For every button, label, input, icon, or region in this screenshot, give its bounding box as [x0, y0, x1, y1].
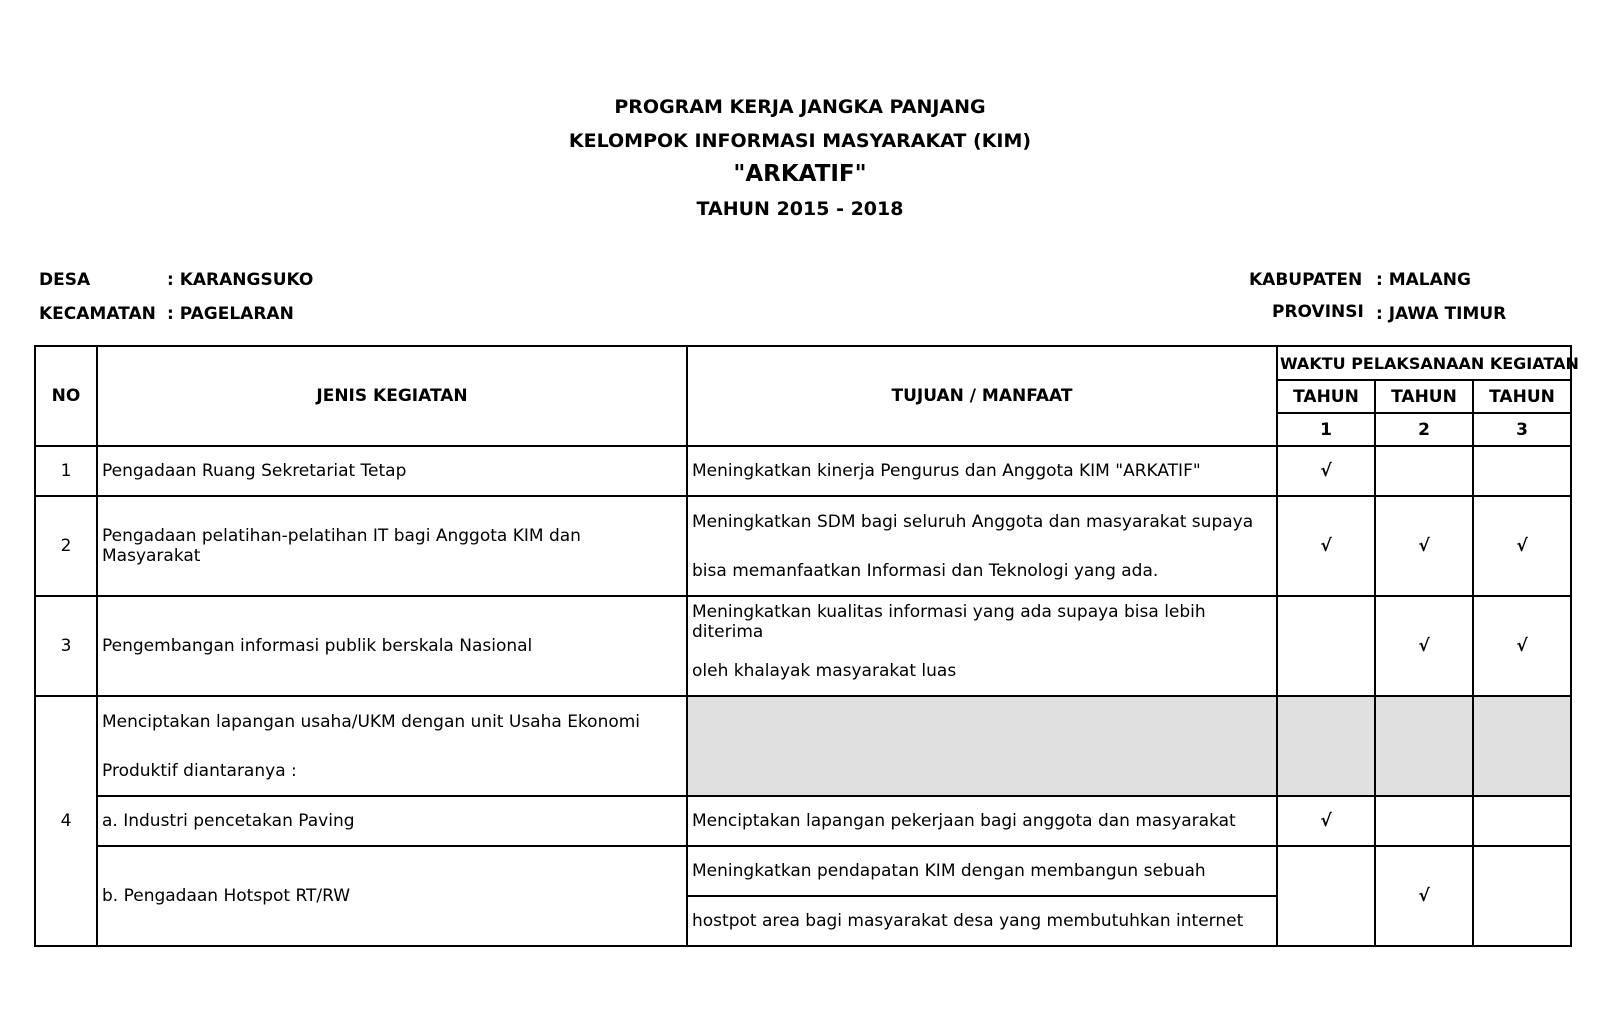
- doc-title-line1: PROGRAM KERJA JANGKA PANJANG: [614, 96, 986, 118]
- header-jenis: JENIS KEGIATAN: [97, 346, 687, 446]
- header-tahun-2: TAHUN: [1375, 380, 1473, 413]
- doc-title-line4: TAHUN 2015 - 2018: [696, 198, 904, 220]
- table-row: [35, 796, 1571, 846]
- row-jenis: Pengembangan informasi publik berskala Nasional: [97, 596, 687, 696]
- sub-row-jenis: a. Industri pencetakan Paving: [97, 796, 687, 846]
- row-jenis-line1: Menciptakan lapangan usaha/UKM dengan unit Usaha Ekonomi: [97, 696, 687, 746]
- table-row: [35, 696, 1571, 746]
- kabupaten-label: KABUPATEN: [1249, 270, 1363, 290]
- kecamatan-value: : PAGELARAN: [167, 304, 294, 324]
- program-table: [34, 345, 1579, 947]
- table-row: [35, 596, 1571, 646]
- desa-value: : KARANGSUKO: [167, 270, 314, 290]
- row-jenis: Pengadaan Ruang Sekretariat Tetap: [97, 446, 687, 496]
- check-mark: √: [1375, 496, 1473, 596]
- header-tujuan: TUJUAN / MANFAAT: [687, 346, 1277, 446]
- provinsi-value: : JAWA TIMUR: [1376, 304, 1507, 324]
- doc-title-line3: "ARKATIF": [733, 161, 867, 187]
- header-year-2: 2: [1375, 413, 1473, 446]
- sub-row-tujuan: Menciptakan lapangan pekerjaan bagi anggota dan masyarakat: [687, 796, 1277, 846]
- doc-title-line2: KELOMPOK INFORMASI MASYARAKAT (KIM): [568, 130, 1032, 152]
- row-jenis-line2: Produktif diantaranya :: [97, 746, 687, 796]
- check-mark: √: [1473, 496, 1571, 596]
- table-row: [35, 446, 1571, 496]
- provinsi-label: PROVINSI: [1272, 302, 1364, 322]
- check-mark: √: [1277, 446, 1375, 496]
- sub-row-jenis: b. Pengadaan Hotspot RT/RW: [97, 846, 687, 946]
- check-mark: √: [1375, 596, 1473, 696]
- row-tujuan-line1: Meningkatkan SDM bagi seluruh Anggota dan masyarakat supaya: [687, 496, 1277, 546]
- check-mark: √: [1473, 596, 1571, 696]
- header-no: NO: [35, 346, 97, 446]
- sub-row-tujuan-line2: hostpot area bagi masyarakat desa yang membutuhkan internet: [687, 896, 1277, 946]
- header-tahun-1: TAHUN: [1277, 380, 1375, 413]
- row-jenis: Pengadaan pelatihan-pelatihan IT bagi Anggota KIM dan Masyarakat: [97, 496, 687, 596]
- row-no: 1: [35, 446, 97, 496]
- header-year-3: 3: [1473, 413, 1571, 446]
- row-tujuan-line2: oleh khalayak masyarakat luas: [687, 646, 1277, 696]
- row-tujuan: Meningkatkan kinerja Pengurus dan Anggota KIM "ARKATIF": [687, 446, 1277, 496]
- row-no: 2: [35, 496, 97, 596]
- row-tujuan-line2: bisa memanfaatkan Informasi dan Teknologi yang ada.: [687, 546, 1277, 596]
- sub-row-tujuan-line1: Meningkatkan pendapatan KIM dengan membangun sebuah: [687, 846, 1277, 896]
- kabupaten-value: : MALANG: [1376, 270, 1471, 290]
- desa-label: DESA: [39, 270, 91, 290]
- header-tahun-3: TAHUN: [1473, 380, 1571, 413]
- row-no: 3: [35, 596, 97, 696]
- table-row: [35, 496, 1571, 546]
- row-no: 4: [35, 696, 97, 946]
- header-year-1: 1: [1277, 413, 1375, 446]
- kecamatan-label: KECAMATAN: [39, 304, 156, 324]
- header-waktu: WAKTU PELAKSANAAN KEGIATAN: [1277, 346, 1571, 380]
- check-mark: √: [1375, 846, 1473, 946]
- check-mark: √: [1277, 496, 1375, 596]
- check-mark: √: [1277, 796, 1375, 846]
- row-tujuan-line1: Meningkatkan kualitas informasi yang ada supaya bisa lebih diterima: [687, 596, 1277, 646]
- table-row: [35, 846, 1571, 896]
